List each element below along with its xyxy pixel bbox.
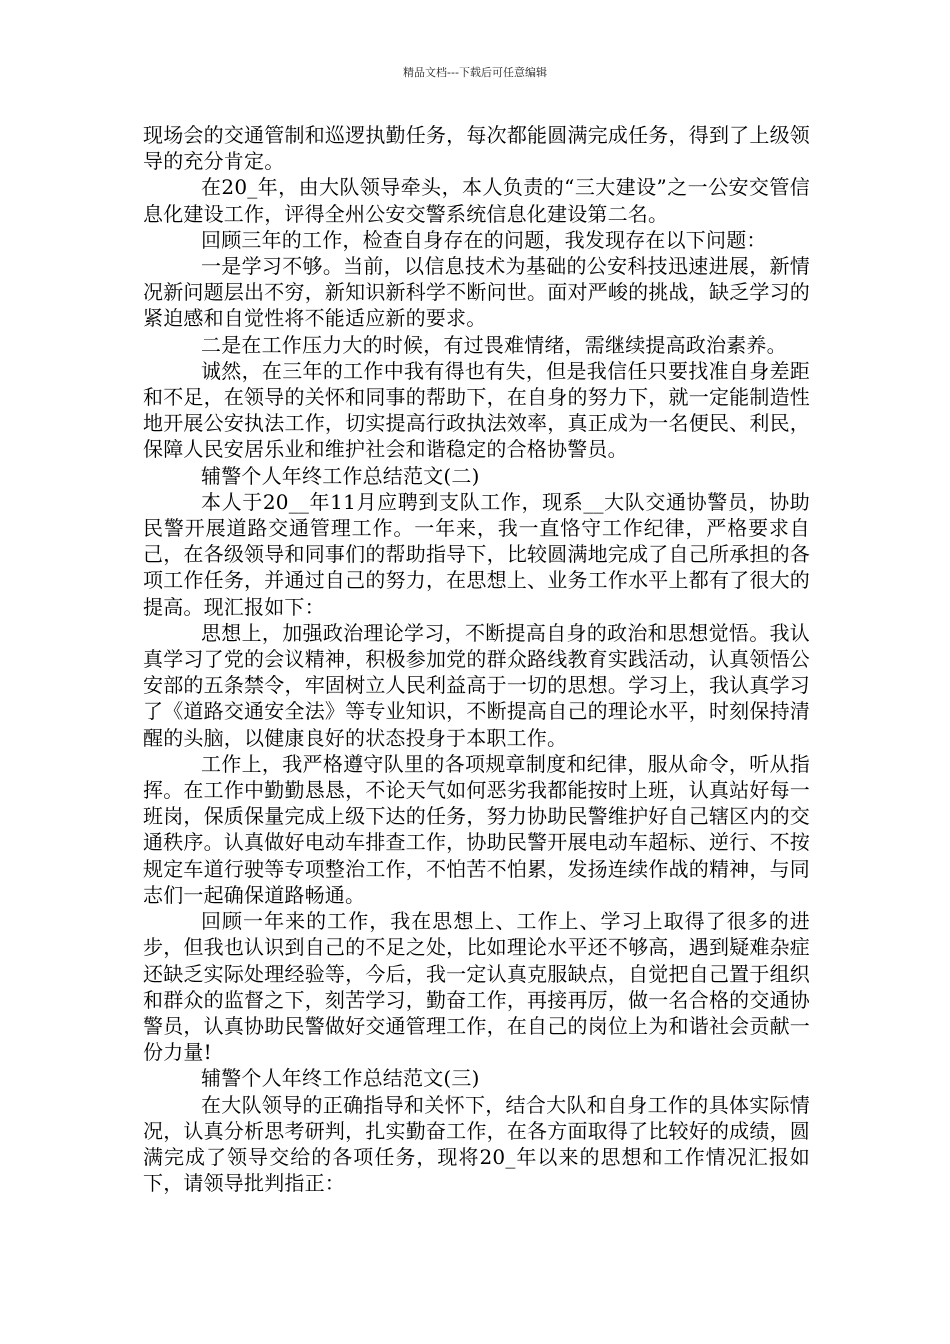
paragraph: 诚然，在三年的工作中我有得也有失，但是我信任只要找准自身差距和不足，在领导的关怀和同事的帮助下，在自身的努力下，就一定能制造性地开展公安执法工作，切实提高行政执法效率，真正成为一名便民、利民，保障人民安居乐业和维护社会和谐稳定的合格协警员。 [143,358,810,462]
paragraph: 工作上，我严格遵守队里的各项规章制度和纪律，服从命令，听从指挥。在工作中勤勤恳恳，不论天气如何恶劣我都能按时上班，认真站好每一班岗，保质保量完成上级下达的任务，努力协助民警维护好自己辖区内的交通秩序。认真做好电动车排查工作，协助民警开展电动车超标、逆行、不按规定车道行驶等专项整治工作，不怕苦不怕累，发扬连续作战的精神，与同志们一起确保道路畅通。 [143,751,810,907]
paragraph: 回顾三年的工作，检查自身存在的问题，我发现存在以下问题： [201,227,767,252]
paragraph: 思想上，加强政治理论学习，不断提高自身的政治和思想觉悟。我认真学习了党的会议精神，积极参加党的群众路线教育实践活动，认真领悟公安部的五条禁令，牢固树立人民利益高于一切的思想。学习上，我认真学习了《道路交通安全法》等专业知识，不断提高自己的理论水平，时刻保持清醒的头脑，以健康良好的状态投身于本职工作。 [143,620,810,750]
paragraph: 二是在工作压力大的时候，有过畏难情绪，需继续提高政治素养。 [201,332,787,357]
paragraph: 本人于20__年11月应聘到支队工作，现系__大队交通协警员，协助民警开展道路交通管理工作。一年来，我一直恪守工作纪律，严格要求自己，在各级领导和同事们的帮助指导下，比较圆满地完成了自己所承担的各项工作任务，并通过自己的努力，在思想上、业务工作水平上都有了很大的提高。现汇报如下： [143,489,810,619]
page-header: 精品文档---下载后可任意编辑 [403,66,547,79]
paragraph: 在大队领导的正确指导和关怀下，结合大队和自身工作的具体实际情况，认真分析思考研判，扎实勤奋工作，在各方面取得了比较好的成绩，圆满完成了领导交给的各项任务，现将20_年以来的思想和工作情况汇报如下，请领导批判指正： [143,1092,810,1196]
paragraph: 在20_年，由大队领导牵头，本人负责的“三大建设”之一公安交管信息化建设工作，评得全州公安交警系统信息化建设第二名。 [143,175,810,226]
paragraph: 一是学习不够。当前，以信息技术为基础的公安科技迅速进展，新情况新问题层出不穷，新知识新科学不断问世。面对严峻的挑战，缺乏学习的紧迫感和自觉性将不能适应新的要求。 [143,254,810,331]
section-heading: 辅警个人年终工作总结范文(三) [201,1066,480,1091]
paragraph-continuation: 现场会的交通管制和巡逻执勤任务，每次都能圆满完成任务，得到了上级领导的充分肯定。 [143,123,810,174]
paragraph: 回顾一年来的工作，我在思想上、工作上、学习上取得了很多的进步，但我也认识到自己的不足之处，比如理论水平还不够高，遇到疑难杂症还缺乏实际处理经验等，今后，我一定认真克服缺点，自觉把自己置于组织和群众的监督之下，刻苦学习，勤奋工作，再接再厉，做一名合格的交通协警员，认真协助民警做好交通管理工作，在自己的岗位上为和谐社会贡献一份力量! [143,909,810,1065]
section-heading: 辅警个人年终工作总结范文(二) [201,463,480,488]
document-body [143,122,810,1196]
